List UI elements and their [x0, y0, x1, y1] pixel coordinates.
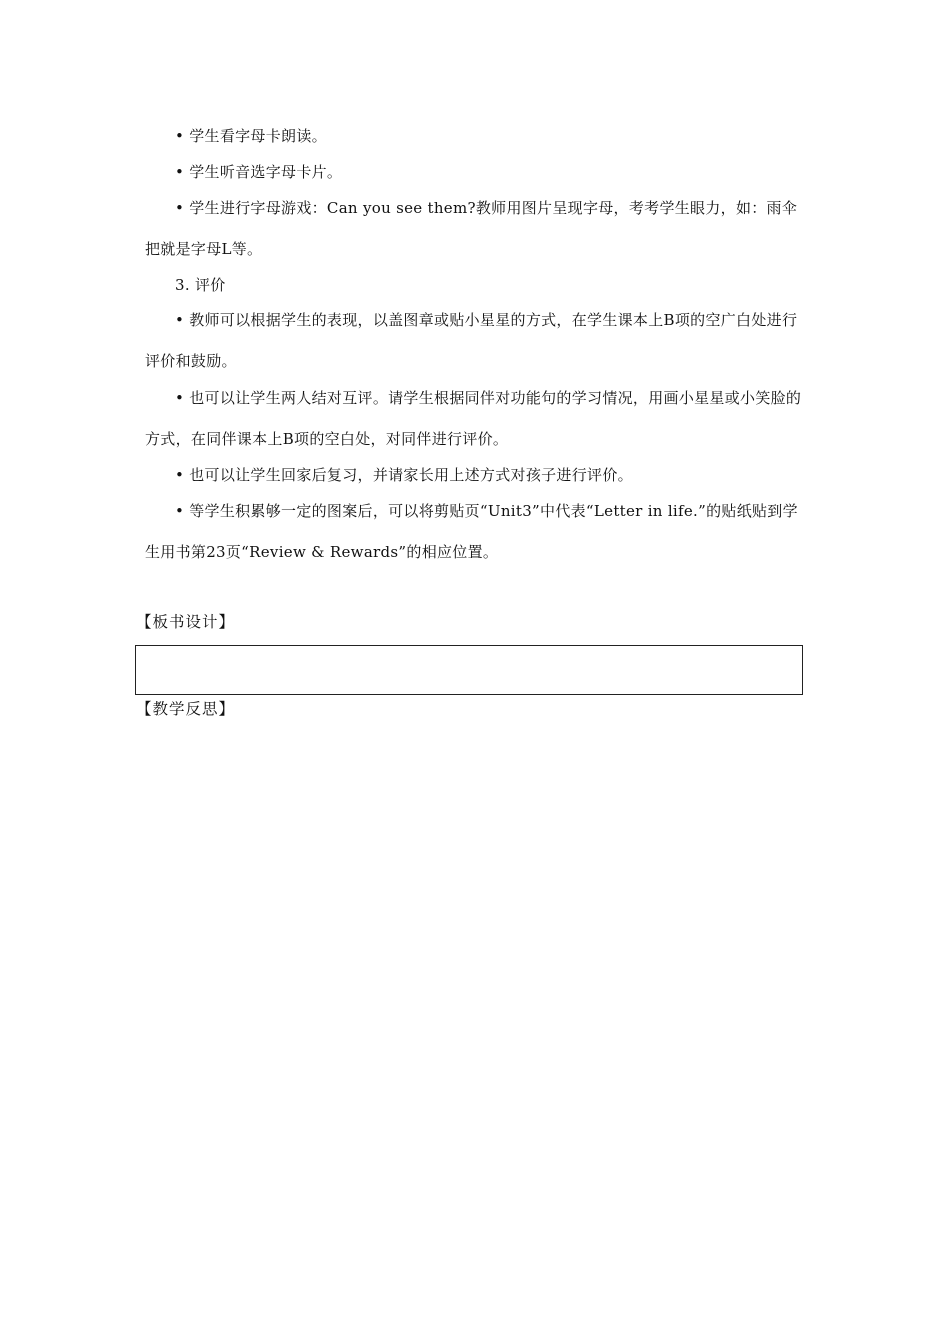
paragraph-stickers — [145, 491, 810, 573]
paragraph-home-review — [145, 455, 810, 496]
board-design-heading: 【板书设计】 — [136, 613, 236, 631]
paragraph-read-letter-cards — [145, 116, 810, 157]
paragraph-text: • 学生进行字母游戏：Can you see them?教师用图片呈现字母，考考学生眼力，如：雨伞把就是字母L等。 — [145, 199, 798, 258]
paragraph-peer-evaluation — [145, 378, 810, 460]
paragraph-text: • 学生看字母卡朗读。 — [175, 127, 327, 145]
paragraph-text: • 等学生积累够一定的图案后，可以将剪贴页“Unit3”中代表“Letter in life.”的贴纸贴到学生用书第23页“Review & Rewards”的相应位置。 — [145, 502, 798, 561]
teaching-reflection-heading: 【教学反思】 — [136, 700, 236, 718]
paragraph-teacher-evaluation — [145, 300, 810, 382]
paragraph-text: • 教师可以根据学生的表现，以盖图章或贴小星星的方式，在学生课本上B项的空广白处进行评价和鼓励。 — [145, 311, 798, 370]
paragraph-text: • 也可以让学生回家后复习，并请家长用上述方式对孩子进行评价。 — [175, 466, 633, 484]
paragraph-text: 3. 评价 — [175, 276, 226, 294]
board-design-box — [135, 645, 803, 695]
paragraph-letter-game — [145, 188, 810, 270]
paragraph-text: • 也可以让学生两人结对互评。请学生根据同伴对功能句的学习情况，用画小星星或小笑脸的方式，在同伴课本上B项的空白处，对同伴进行评价。 — [145, 389, 802, 448]
paragraph-listen-select-cards — [145, 152, 810, 193]
paragraph-text: • 学生听音选字母卡片。 — [175, 163, 343, 181]
